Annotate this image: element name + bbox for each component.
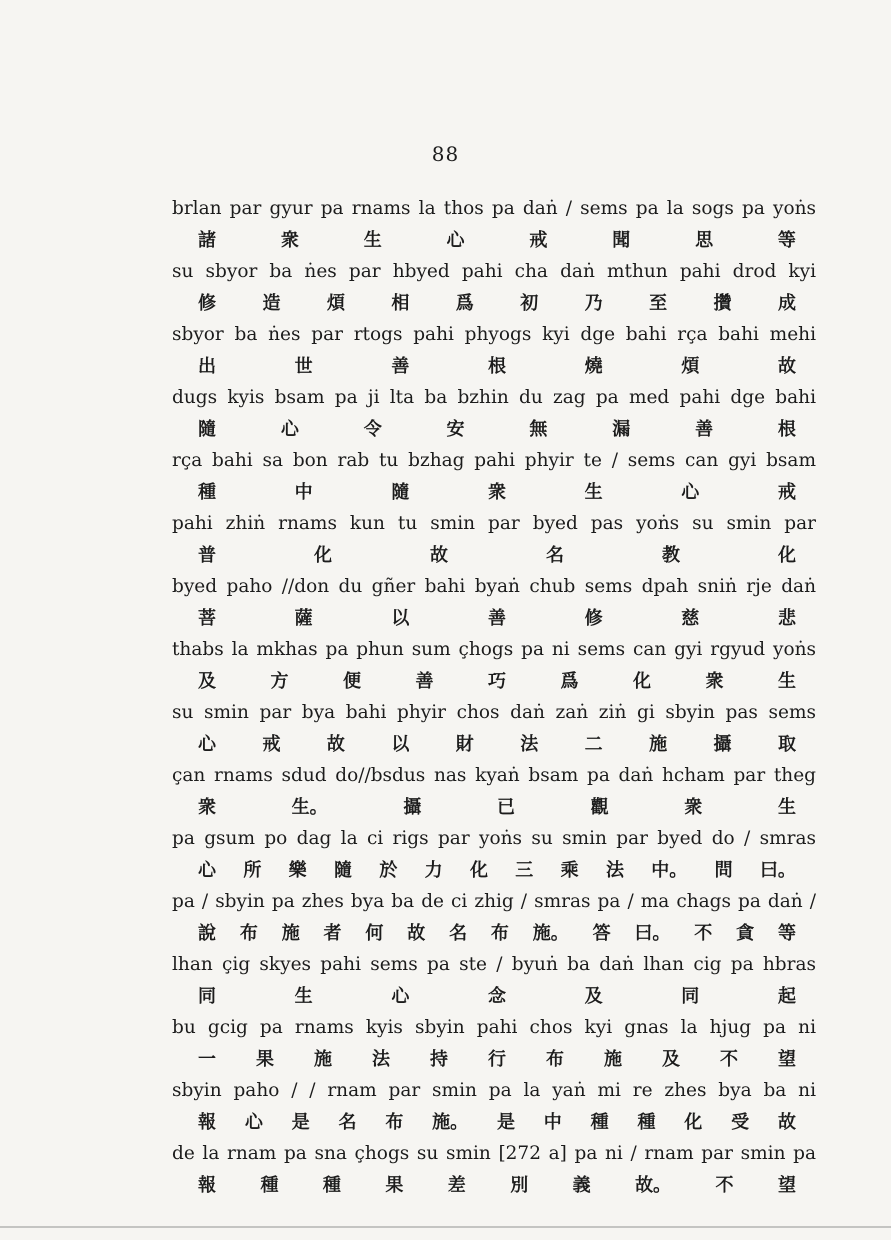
chinese-character: 化 [684, 1112, 703, 1133]
chinese-character: 果 [385, 1175, 404, 1196]
chinese-line [172, 414, 816, 445]
chinese-line [172, 603, 816, 634]
chinese-character: 布 [239, 923, 258, 944]
chinese-character: 義 [572, 1175, 591, 1196]
tibetan-line: lhan çig skyes pahi sems pa ste / byuṅ ba daṅ lhan cig pa hbras [172, 954, 816, 975]
chinese-character: 教 [662, 545, 680, 566]
chinese-character: 戒 [529, 230, 548, 251]
chinese-character: 報 [198, 1175, 216, 1196]
tibetan-line: sbyin paho / / rnam par smin pa la yaṅ mi re zhes bya ba ni [172, 1080, 816, 1101]
chinese-line [172, 288, 816, 319]
chinese-character: 者 [323, 923, 342, 944]
tibetan-line: byed paho //don du gñer bahi byaṅ chub sems dpah sniṅ rje daṅ [172, 576, 816, 597]
chinese-character: 名 [546, 545, 564, 566]
chinese-character: 種 [198, 482, 216, 503]
chinese-character: 菩 [198, 608, 216, 629]
chinese-character: 衆 [684, 797, 703, 818]
chinese-character: 修 [198, 293, 216, 314]
chinese-character: 乃 [584, 293, 603, 314]
chinese-character: 生 [294, 986, 313, 1007]
chinese-character: 種 [637, 1112, 656, 1133]
chinese-character: 隨 [333, 860, 352, 881]
chinese-character: 普 [198, 545, 216, 566]
chinese-character: 心 [391, 986, 410, 1007]
chinese-character: 初 [520, 293, 539, 314]
chinese-character: 是 [496, 1112, 515, 1133]
chinese-character: 相 [391, 293, 410, 314]
chinese-character: 別 [510, 1175, 529, 1196]
chinese-character: 戒 [262, 734, 281, 755]
chinese-character: 安 [446, 419, 465, 440]
chinese-character: 衆 [280, 230, 299, 251]
chinese-character: 中。 [651, 860, 688, 881]
chinese-character: 故 [777, 356, 796, 377]
chinese-character: 念 [487, 986, 506, 1007]
chinese-character: 心 [198, 734, 216, 755]
chinese-character: 成 [777, 293, 796, 314]
chinese-character: 故 [326, 734, 345, 755]
chinese-line [172, 1170, 816, 1201]
page-edge-line [0, 1226, 891, 1228]
tibetan-line: dugs kyis bsam pa ji lta ba bzhin du zag pa med pahi dge bahi [172, 387, 816, 408]
chinese-character: 同 [198, 986, 216, 1007]
chinese-character: 故 [777, 1112, 796, 1133]
chinese-character: 煩 [326, 293, 345, 314]
chinese-character: 令 [363, 419, 382, 440]
chinese-character: 力 [424, 860, 443, 881]
chinese-character: 不 [715, 1175, 734, 1196]
chinese-character: 煩 [681, 356, 700, 377]
chinese-character: 戒 [777, 482, 796, 503]
chinese-character: 心 [280, 419, 299, 440]
chinese-character: 心 [446, 230, 465, 251]
chinese-character: 持 [430, 1049, 448, 1070]
chinese-character: 受 [731, 1112, 750, 1133]
tibetan-line: bu gcig pa rnams kyis sbyin pahi chos kyi gnas la hjug pa ni [172, 1017, 816, 1038]
chinese-character: 行 [488, 1049, 506, 1070]
chinese-character: 生 [778, 671, 796, 692]
chinese-character: 中 [543, 1112, 562, 1133]
tibetan-line: brlan par gyur pa rnams la thos pa daṅ / sems pa la sogs pa yoṅs [172, 198, 816, 219]
tibetan-line: pahi zhiṅ rnams kun tu smin par byed pas yoṅs su smin par [172, 513, 816, 534]
chinese-character: 衆 [487, 482, 506, 503]
chinese-character: 根 [777, 419, 796, 440]
chinese-character: 名 [449, 923, 468, 944]
chinese-character: 化 [314, 545, 332, 566]
chinese-character: 差 [447, 1175, 466, 1196]
chinese-line [172, 792, 816, 823]
tibetan-line: rça bahi sa bon rab tu bzhag pahi phyir te / sems can gyi bsam [172, 450, 816, 471]
chinese-line [172, 225, 816, 256]
chinese-character: 樂 [288, 860, 307, 881]
chinese-character: 衆 [198, 797, 216, 818]
chinese-character: 出 [198, 356, 216, 377]
text-body [172, 193, 816, 1201]
chinese-character: 善 [391, 356, 410, 377]
page-number: 88 [431, 142, 460, 166]
chinese-character: 種 [590, 1112, 609, 1133]
chinese-character: 中 [294, 482, 313, 503]
chinese-character: 心 [198, 860, 216, 881]
chinese-character: 攝 [403, 797, 422, 818]
chinese-line [172, 540, 816, 571]
chinese-character: 心 [681, 482, 700, 503]
chinese-character: 攢 [713, 293, 732, 314]
chinese-character: 貪 [736, 923, 755, 944]
chinese-character: 名 [338, 1112, 357, 1133]
chinese-character: 種 [260, 1175, 279, 1196]
chinese-character: 不 [720, 1049, 738, 1070]
chinese-character: 曰。 [759, 860, 796, 881]
chinese-character: 悲 [777, 608, 796, 629]
chinese-character: 三 [515, 860, 534, 881]
chinese-character: 修 [584, 608, 603, 629]
chinese-character: 施。 [432, 1112, 469, 1133]
chinese-line [172, 351, 816, 382]
chinese-character: 生 [584, 482, 603, 503]
chinese-character: 善 [487, 608, 506, 629]
chinese-character: 施 [314, 1049, 332, 1070]
chinese-character: 乘 [560, 860, 579, 881]
chinese-character: 已 [496, 797, 515, 818]
chinese-character: 故。 [635, 1175, 672, 1196]
chinese-character: 望 [778, 1049, 796, 1070]
tibetan-line: su smin par bya bahi phyir chos daṅ zaṅ ziṅ gi sbyin pas sems [172, 702, 816, 723]
chinese-character: 說 [198, 923, 216, 944]
chinese-line [172, 918, 816, 949]
chinese-character: 及 [662, 1049, 680, 1070]
chinese-character: 以 [391, 608, 410, 629]
chinese-character: 巧 [488, 671, 506, 692]
chinese-character: 法 [605, 860, 624, 881]
chinese-character: 漏 [612, 419, 631, 440]
chinese-character: 及 [584, 986, 603, 1007]
chinese-character: 不 [694, 923, 713, 944]
chinese-character: 財 [455, 734, 474, 755]
chinese-character: 便 [343, 671, 361, 692]
chinese-character: 心 [244, 1112, 263, 1133]
tibetan-line: çan rnams sdud do//bsdus nas kyaṅ bsam pa daṅ hcham par theg [172, 765, 816, 786]
chinese-character: 無 [529, 419, 548, 440]
chinese-character: 布 [546, 1049, 564, 1070]
chinese-character: 生 [363, 230, 382, 251]
chinese-character: 法 [372, 1049, 390, 1070]
chinese-character: 諸 [198, 230, 216, 251]
chinese-character: 世 [294, 356, 313, 377]
chinese-character: 法 [520, 734, 539, 755]
tibetan-line: thabs la mkhas pa phun sum çhogs pa ni sems can gyi rgyud yoṅs [172, 639, 816, 660]
chinese-character: 同 [681, 986, 700, 1007]
chinese-character: 一 [198, 1049, 216, 1070]
chinese-character: 布 [490, 923, 509, 944]
chinese-character: 果 [256, 1049, 274, 1070]
chinese-character: 方 [270, 671, 289, 692]
chinese-character: 曰。 [634, 923, 671, 944]
chinese-line [172, 1107, 816, 1138]
chinese-line [172, 666, 816, 697]
chinese-character: 望 [777, 1175, 796, 1196]
chinese-line [172, 855, 816, 886]
chinese-line [172, 981, 816, 1012]
chinese-character: 攝 [713, 734, 732, 755]
chinese-character: 種 [322, 1175, 341, 1196]
chinese-character: 善 [415, 671, 434, 692]
chinese-character: 布 [385, 1112, 404, 1133]
tibetan-line: de la rnam pa sna çhogs su smin [272 a] pa ni / rnam par smin pa [172, 1143, 816, 1164]
chinese-character: 聞 [612, 230, 631, 251]
chinese-character: 問 [714, 860, 733, 881]
chinese-character: 思 [695, 230, 714, 251]
chinese-character: 所 [243, 860, 262, 881]
chinese-character: 隨 [198, 419, 216, 440]
chinese-character: 善 [695, 419, 714, 440]
chinese-character: 等 [777, 230, 796, 251]
chinese-character: 薩 [294, 608, 313, 629]
chinese-character: 化 [469, 860, 488, 881]
chinese-character: 爲 [560, 671, 579, 692]
chinese-character: 故 [430, 545, 448, 566]
tibetan-line: su sbyor ba ṅes par hbyed pahi cha daṅ mthun pahi drod kyi [172, 261, 816, 282]
chinese-character: 化 [778, 545, 796, 566]
chinese-character: 施 [281, 923, 300, 944]
chinese-character: 取 [777, 734, 796, 755]
chinese-character: 答 [592, 923, 611, 944]
chinese-character: 觀 [590, 797, 609, 818]
chinese-character: 造 [262, 293, 281, 314]
tibetan-line: pa / sbyin pa zhes bya ba de ci zhig / smras pa / ma chags pa daṅ / [172, 891, 816, 912]
chinese-character: 是 [291, 1112, 310, 1133]
chinese-character: 爲 [455, 293, 474, 314]
chinese-character: 以 [391, 734, 410, 755]
tibetan-line: sbyor ba ṅes par rtogs pahi phyogs kyi dge bahi rça bahi mehi [172, 324, 816, 345]
chinese-character: 等 [777, 923, 796, 944]
chinese-character: 故 [407, 923, 426, 944]
chinese-character: 及 [198, 671, 216, 692]
chinese-character: 根 [487, 356, 506, 377]
chinese-character: 生 [777, 797, 796, 818]
chinese-character: 施 [649, 734, 668, 755]
chinese-character: 施。 [532, 923, 569, 944]
chinese-character: 何 [365, 923, 384, 944]
chinese-character: 慈 [681, 608, 700, 629]
chinese-character: 化 [633, 671, 651, 692]
chinese-character: 於 [379, 860, 398, 881]
chinese-character: 起 [777, 986, 796, 1007]
chinese-line [172, 1044, 816, 1075]
chinese-character: 施 [604, 1049, 622, 1070]
chinese-character: 燒 [584, 356, 603, 377]
chinese-character: 衆 [705, 671, 724, 692]
chinese-character: 報 [198, 1112, 216, 1133]
chinese-character: 隨 [391, 482, 410, 503]
chinese-line [172, 477, 816, 508]
tibetan-line: pa gsum po dag la ci rigs par yoṅs su smin par byed do / smras [172, 828, 816, 849]
chinese-character: 二 [584, 734, 603, 755]
chinese-line [172, 729, 816, 760]
chinese-character: 生。 [291, 797, 328, 818]
chinese-character: 至 [649, 293, 668, 314]
